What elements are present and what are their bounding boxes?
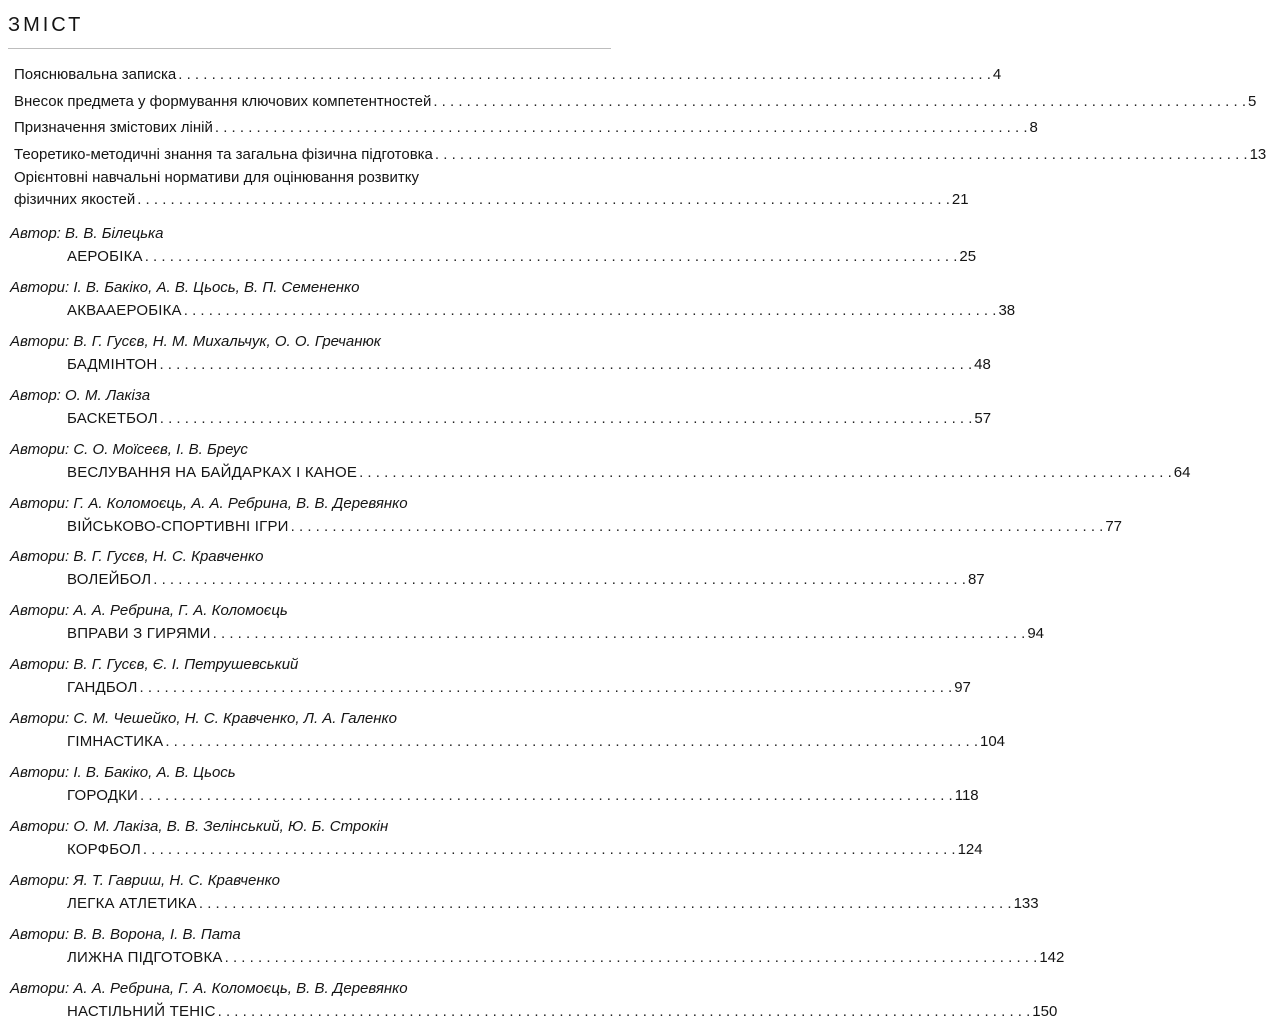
toc-entry[interactable] <box>14 145 1266 165</box>
section-authors: Автори: І. В. Бакіко, А. В. Цьось <box>10 764 236 781</box>
section-authors: Автор: О. М. Лакіза <box>10 386 151 404</box>
section-title: АЕРОБІКА <box>67 248 143 265</box>
section-title: ВІЙСЬКОВО-СПОРТИВНІ ІГРИ <box>67 517 289 535</box>
toc-entry[interactable] <box>67 894 1039 914</box>
toc-entry-page: 94 <box>1027 625 1045 643</box>
toc-entry[interactable] <box>67 786 979 806</box>
toc-entry[interactable] <box>67 517 1123 537</box>
toc-entry-text: Теоретико-методичні знання та загальна фізична підготовка <box>14 146 433 163</box>
toc-entry-text: Пояснювальна записка <box>14 66 177 83</box>
leader-dots <box>184 301 997 321</box>
toc-entry-page: 118 <box>954 787 979 804</box>
toc-entry[interactable] <box>67 732 1006 752</box>
section-title: БАСКЕТБОЛ <box>67 409 158 427</box>
leader-dots <box>291 517 1104 537</box>
toc-entry-page: 13 <box>1249 146 1266 163</box>
leader-dots <box>213 624 1026 644</box>
section-authors: Автори: С. О. Моїсеєв, І. В. Бреус <box>10 440 248 458</box>
section-title: АКВААЕРОБІКА <box>67 301 182 319</box>
leader-dots <box>359 463 1172 483</box>
toc-entry-page: 97 <box>954 679 971 697</box>
toc-entry-text-line1: Орієнтовні навчальні нормативи для оцінювання розвитку <box>14 169 419 186</box>
toc-entry-text: фізичних якостей <box>14 191 136 208</box>
section-authors: Автори: В. Г. Гусєв, Н. С. Кравченко <box>10 548 264 566</box>
toc-entry-page: 150 <box>1032 1002 1058 1020</box>
toc-entry[interactable] <box>67 570 985 590</box>
toc-entry-page: 25 <box>959 248 977 265</box>
section-title: КОРФБОЛ <box>67 840 141 858</box>
section-title: ГОРОДКИ <box>67 787 139 804</box>
section-authors: Автори: Я. Т. Гавриш, Н. С. Кравченко <box>10 871 281 889</box>
toc-entry[interactable] <box>67 247 977 267</box>
leader-dots <box>153 570 966 590</box>
leader-dots <box>159 355 972 375</box>
toc-entry-page: 87 <box>967 571 985 589</box>
section-title: ВЕСЛУВАННЯ НА БАЙДАРКАХ І КАНОЕ <box>67 463 358 481</box>
section-authors: Автори: А. А. Ребрина, Г. А. Коломоєць <box>10 602 288 620</box>
leader-dots <box>199 894 1012 914</box>
leader-dots <box>145 247 958 267</box>
toc-entry-page: 77 <box>1105 517 1123 535</box>
toc-entry-page: 21 <box>951 191 969 208</box>
section-title: НАСТІЛЬНИЙ ТЕНІС <box>67 1002 216 1020</box>
title-divider <box>8 48 611 49</box>
toc-entry[interactable] <box>67 463 1191 483</box>
section-authors: Автор: В. В. Білецька <box>10 225 164 242</box>
leader-dots <box>215 118 1028 138</box>
toc-entry-page: 124 <box>957 840 983 858</box>
section-authors: Автори: С. М. Чешейко, Н. С. Кравченко, Л. А. Галенко <box>10 710 397 728</box>
section-title: ЛЕГКА АТЛЕТИКА <box>67 894 197 912</box>
leader-dots <box>165 732 978 752</box>
leader-dots <box>137 190 950 210</box>
toc-entry-page: 38 <box>998 301 1016 319</box>
section-authors: Автори: В. В. Ворона, І. В. Пата <box>10 925 241 943</box>
leader-dots <box>178 65 991 85</box>
leader-dots <box>435 145 1248 165</box>
leader-dots <box>140 678 953 698</box>
toc-entry[interactable] <box>14 92 1257 112</box>
toc-entry[interactable] <box>67 355 991 375</box>
section-authors: Автори: І. В. Бакіко, А. В. Цьось, В. П. Семененко <box>10 278 360 296</box>
toc-entry-page: 142 <box>1039 948 1065 966</box>
toc-entry[interactable] <box>67 301 1016 321</box>
toc-entry[interactable] <box>67 840 983 860</box>
toc-entry[interactable] <box>14 118 1038 138</box>
toc-entry[interactable] <box>67 409 992 429</box>
section-authors: Автори: О. М. Лакіза, В. В. Зелінський, Ю. Б. Строкін <box>10 817 389 835</box>
toc-entry-page: 133 <box>1013 894 1039 912</box>
leader-dots <box>218 1002 1031 1022</box>
section-authors: Автори: Г. А. Коломоєць, А. А. Ребрина, В. В. Деревянко <box>10 494 408 512</box>
leader-dots <box>140 786 953 806</box>
section-title: ГІМНАСТИКА <box>67 733 164 751</box>
section-authors: Автори: А. А. Ребрина, Г. А. Коломоєць, В. В. Деревянко <box>10 979 408 997</box>
toc-entry-page: 64 <box>1173 463 1191 481</box>
section-authors: Автори: В. Г. Гусєв, Н. М. Михальчук, О. О. Гречанюк <box>10 332 381 350</box>
toc-entry[interactable] <box>67 624 1045 644</box>
section-title: БАДМІНТОН <box>67 355 158 373</box>
leader-dots <box>143 840 956 860</box>
section-authors: Автори: В. Г. Гусєв, Є. І. Петрушевський <box>10 656 299 674</box>
toc-entry-page: 57 <box>974 409 992 427</box>
toc-entry[interactable] <box>14 65 1002 85</box>
toc-entry-page: 5 <box>1248 93 1257 110</box>
leader-dots <box>160 409 973 429</box>
toc-entry-page: 4 <box>992 66 1002 83</box>
page-title: ЗМІСТ <box>8 14 84 36</box>
toc-entry-page: 48 <box>974 355 991 373</box>
toc-entry[interactable] <box>67 948 1065 968</box>
toc-entry-page: 104 <box>980 733 1006 751</box>
toc-entry-text: Призначення змістових ліній <box>14 119 213 136</box>
leader-dots <box>225 948 1038 968</box>
section-title: ВОЛЕЙБОЛ <box>67 571 152 589</box>
toc-entry-text: Внесок предмета у формування ключових компетентностей <box>14 93 432 110</box>
toc-entry[interactable] <box>14 190 969 210</box>
section-title: ВПРАВИ З ГИРЯМИ <box>67 625 211 643</box>
toc-entry[interactable] <box>67 678 971 698</box>
toc-entry[interactable] <box>67 1002 1058 1022</box>
toc-entry-page: 8 <box>1029 119 1038 136</box>
leader-dots <box>433 92 1246 112</box>
section-title: ЛИЖНА ПІДГОТОВКА <box>67 948 223 966</box>
section-title: ГАНДБОЛ <box>67 679 138 697</box>
